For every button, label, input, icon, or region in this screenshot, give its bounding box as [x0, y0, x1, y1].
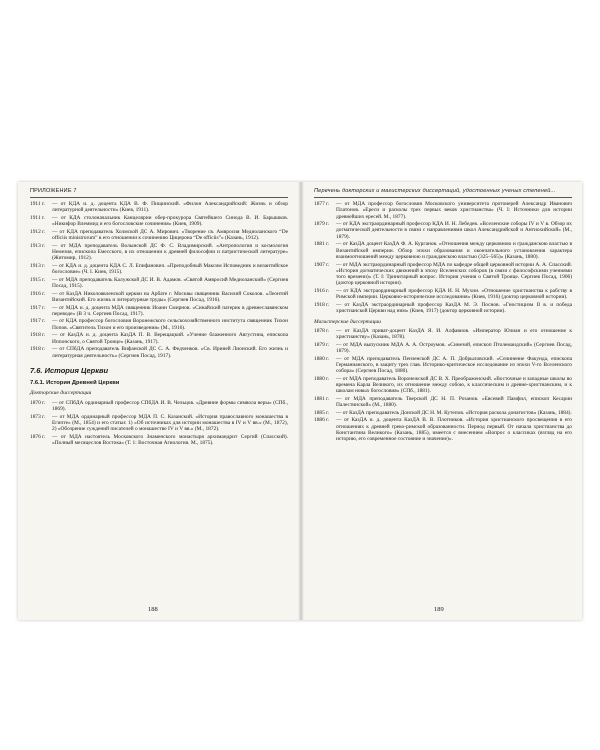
list-item: [30, 318, 288, 331]
list-item: [30, 400, 288, 413]
header-rule: [30, 197, 288, 198]
entry-list: [30, 400, 288, 447]
list-item: [30, 277, 288, 290]
list-item: [314, 302, 572, 315]
entry-year: 1879 г.: [314, 221, 330, 228]
entry-year: 1916 г.: [30, 290, 46, 297]
right-page-body: [314, 201, 572, 444]
list-item: [314, 221, 572, 240]
entry-year: 1915 г.: [30, 276, 46, 283]
list-item: [30, 305, 288, 318]
entry-year: 1873 г.: [30, 413, 46, 420]
list-item: [30, 414, 288, 433]
list-item: [30, 263, 288, 276]
entry-year: 1917 г.: [30, 318, 46, 325]
entry-year: 1918 г.: [30, 346, 46, 353]
entry-text: — от МДА и. д. доцента МДА священник Иоанн Смирнов. «Синайский патерик в древнеславянском переводе» (В 3 ч. Сергиев Посад, 1917).: [52, 304, 288, 317]
list-item: [314, 396, 572, 409]
page-number: 188: [148, 606, 158, 613]
entry-text: — от МДА ординарный профессор МДА П. С. Казанский. «История православного монашества в Египте» (М., 1854) и его статьи: 1) «Об источниках для истории монашества в IV и V вв.» (М., 1872), 2) «Обозрение суждений писателей о монашестве IV и V вв.» (М., 1872).: [52, 413, 288, 433]
list-item: [314, 201, 572, 220]
list-item: [30, 215, 288, 228]
entry-text: — от МДА настоятель Московского Знаменского монастыря архимандрит Сергий (Спасский). «Полный месяцеслов Востока» (Т. 1: Восточная Агиология. М., 1875).: [52, 433, 288, 447]
list-item: [314, 410, 572, 416]
entry-text: — от МДА преподаватель Воронежской ДС В. Х. Преображенский. «Восточные и западные школы во времена Карла Великого, их отношение между собою, к классическим и древне-христианским, и к школам новых богословия» (СПб., 1881).: [336, 375, 572, 395]
entry-year: 1880 г.: [314, 355, 330, 362]
entry-year: 1886 г.: [314, 417, 330, 424]
entry-text: — от КДА столоначальник Канцелярии обер-прокурора Святейшего Синода В. И. Барышков. «Никифор Влеммид и его богословские сочинения» (Киев, 1909).: [52, 214, 288, 228]
list-item: [314, 262, 572, 287]
left-page: [18, 182, 298, 620]
entry-text: — от КДА преподаватель Холмской ДС А. Мирович. «Творение св. Амвросия Медиоланского “De officiis ministrorum” в его отношении к сочинению Цицерона “De officiis”» (Казань, 1912).: [52, 228, 288, 242]
entry-text: — от МДА экстраординарный профессор МДА по кафедре общей церковной истории А. А. Спасский. «История догматических движений в эпоху Вселенских соборов (в связи с философскими учениями того времени)» (Т. I: Тринитарный вопрос. История учения о Святой Троице. Сергиев Посад, 1906) (доктор церковной истории).: [336, 261, 572, 287]
entry-year: 1881 г.: [314, 241, 330, 248]
entry-year: 1879 г.: [314, 341, 330, 348]
entry-year: 1912 г.: [30, 228, 46, 235]
list-item: [30, 243, 288, 262]
entry-year: 1916 г.: [314, 288, 330, 295]
entry-text: — от КазДА приват-доцент КазДА Я. И. Алфавиов. «Император Юлиан и его отношение к христианству» (Казань, 1878).: [336, 327, 572, 341]
entry-text: — от КазДА Николоявленской церкви на Арбате г. Москвы священник Василий Соколов. «Леонтий Византийский. Его жизнь и литературные труды» (Сергиев Посад, 1916).: [52, 290, 288, 303]
list-item: [30, 346, 288, 359]
entry-text: — от МДА преподаватель Тверской ДС Н. П. Розанов. «Евсевий Памфил, епископ Кесарии Палестинской» (М., 1880).: [336, 395, 572, 409]
section-title: 7.6. История Церкви: [30, 365, 109, 375]
entry-text: — от КазДА и. д. доцента КазДА В. В. Плотников. «История христианского просвещения в его отношениях к древней греко-римской образованности. Период первый. От начала христианства до Константина Великого» (Казань, 1885), имеется с внесением «Вопрос о классиках (взгляд на его историю, его современное состояние и значение)».: [336, 417, 572, 443]
entry-text: — от КДА экстраординарный профессор КДА И. Н. Мухин. «Отношение христианства к рабству в Римской империи. Церковно-исторические исследования» (Киев, 1916) (доктор церковной истории).: [336, 288, 572, 301]
header-rule: [314, 197, 572, 198]
list-item: [314, 241, 572, 260]
running-head: ПРИЛОЖЕНИЕ 7: [30, 188, 77, 194]
entry-text: — от КДА и. д. доцента КДА С. Л. Епифанович. «Преподобный Максим Исповедник и византийское богословие» (Ч. I. Киев, 1915).: [52, 262, 288, 276]
list-item: [314, 288, 572, 301]
list-item: [30, 434, 288, 447]
entry-text: — от МДА выпускник МДА А. А. Остроумов. «Синезий, епископ Птолемаидский» (Сергиев Посад, 1879).: [336, 341, 572, 355]
entry-year: 1907 г.: [314, 261, 330, 268]
list-item: [314, 376, 572, 395]
list-item: [30, 332, 288, 345]
entry-year: 1881 г.: [314, 395, 330, 402]
book-spread: [18, 182, 582, 620]
entry-year: 1913 г.: [30, 262, 46, 269]
entry-year: 1877 г.: [314, 201, 330, 207]
list-item: [314, 417, 572, 442]
list-item: [314, 328, 572, 341]
entry-list: [30, 201, 288, 359]
entry-year: 1876 г.: [30, 433, 46, 440]
list-item: [30, 229, 288, 242]
entry-text: — от КазДА преподаватель Донской ДС Н. М. Кутепов. «История раскола донатистов» (Казань, 1884).: [336, 409, 572, 416]
entry-year: 1880 г.: [314, 375, 330, 382]
entry-text: — от МДА преподаватель Волынской ДС Ф. С. Владимирский. «Антропология и космология Немезия, епископа Емесского, в их отношении к древней философии и патристической литературе» (Житомир, 1912).: [52, 242, 288, 262]
list-item: [30, 201, 288, 214]
entry-year: 1911 г.: [30, 214, 45, 221]
entry-list: [314, 201, 572, 315]
entry-text: — от МДА преподаватель Пензенской ДС А. П. Добрыловский. «Сочинение Факунда, епископа Германианского, в защиту трех глав. Историко-критическое исследование из эпохи V-го Вселенского собора» (Сергиев Посад, 1880).: [336, 355, 572, 375]
entry-year: 1917 г.: [30, 304, 46, 311]
entry-text: — от КДА и. д. доцента КДА В. Ф. Пищинский. «Филон Александрийский: Жизнь и обзор литературной деятельности» (Киев, 1911).: [52, 201, 288, 214]
list-subheading: Магистерские диссертации: [314, 318, 381, 325]
entry-year: 1870 г.: [30, 399, 46, 406]
list-subheading: Докторские диссертации: [30, 390, 92, 397]
entry-text: — от КазДА экстраординарный профессор КазДА М. Э. Поснов. «Гностицизм II в. и победа христианской Церкви над ним» (Киев, 1917) (доктор церковной истории).: [336, 301, 572, 315]
entry-year: 1918 г.: [314, 301, 330, 308]
right-page: [304, 182, 582, 620]
entry-text: — от МДА профессор богословия Московского университета протоиерей Александр Иванович Платонов. «Ереси и расколы трех первых веков христианства» (Ч. I: Источники для истории древнейших ересей. М., 1877).: [336, 201, 572, 220]
entry-text: — от КДА экстраординарный профессор КДА И. Н. Лебедев. «Вселенские соборы IV и V в. Обзор их догматической деятельности в связи с направлениями школ Александрийской и Антиохийской» (М., 1879).: [336, 221, 572, 240]
entry-text: — от СПбДА преподаватель Вифанской ДС С. А. Федченков. «Св. Ириней Лионский. Его жизнь и литературная деятельность» (Сергиев Посад, 1917).: [52, 346, 288, 359]
subsection-title: 7.6.1. История Древней Церкви: [30, 380, 120, 387]
entry-list: [314, 328, 572, 443]
entry-text: — от КазДА доцент КазДА Ф. А. Курганов. «Отношения между церковною и гражданскою властью в Византийской империи. Обзор эпохи образования и окончательного установления характера взаимоотношений между церковною и гражданскою властью (325–565)» (Казань, 1880).: [336, 241, 572, 260]
list-item: [314, 356, 572, 375]
page-number: 189: [434, 606, 444, 613]
entry-year: 1918 г.: [30, 332, 46, 339]
left-page-body: [30, 201, 288, 448]
list-item: [30, 291, 288, 304]
entry-text: — от МДА преподаватель Калужской ДС И. В. Адамов. «Святой Амвросий Медиоланский» (Сергиев Посад, 1915).: [52, 276, 288, 290]
entry-year: 1913 г.: [30, 242, 46, 249]
entry-text: — от КазДА и. д. доцента КазДА П. В. Верещацкий. «Учение блаженного Августина, епископа Иппонского, о Святой Троице» (Казань, 1917).: [52, 332, 288, 345]
entry-text: — от КДА профессор богословия Воронежского сельскохозяйственного института священник Тихон Попов. «Святитель Тихон и его произведения» (М., 1916).: [52, 318, 288, 331]
running-head: Перечень докторских и магистерских диссертаций, удостоенных ученых степеней...: [314, 188, 556, 194]
entry-text: — от СПбДА ординарный профессор СПбДА И. В. Чельцов. «Древние формы символа веры» (СПб., 1869).: [52, 399, 288, 412]
entry-year: 1885 г.: [314, 409, 330, 416]
entry-year: 1878 г.: [314, 327, 330, 334]
list-item: [314, 342, 572, 355]
entry-year: 1911 г.: [30, 201, 45, 207]
